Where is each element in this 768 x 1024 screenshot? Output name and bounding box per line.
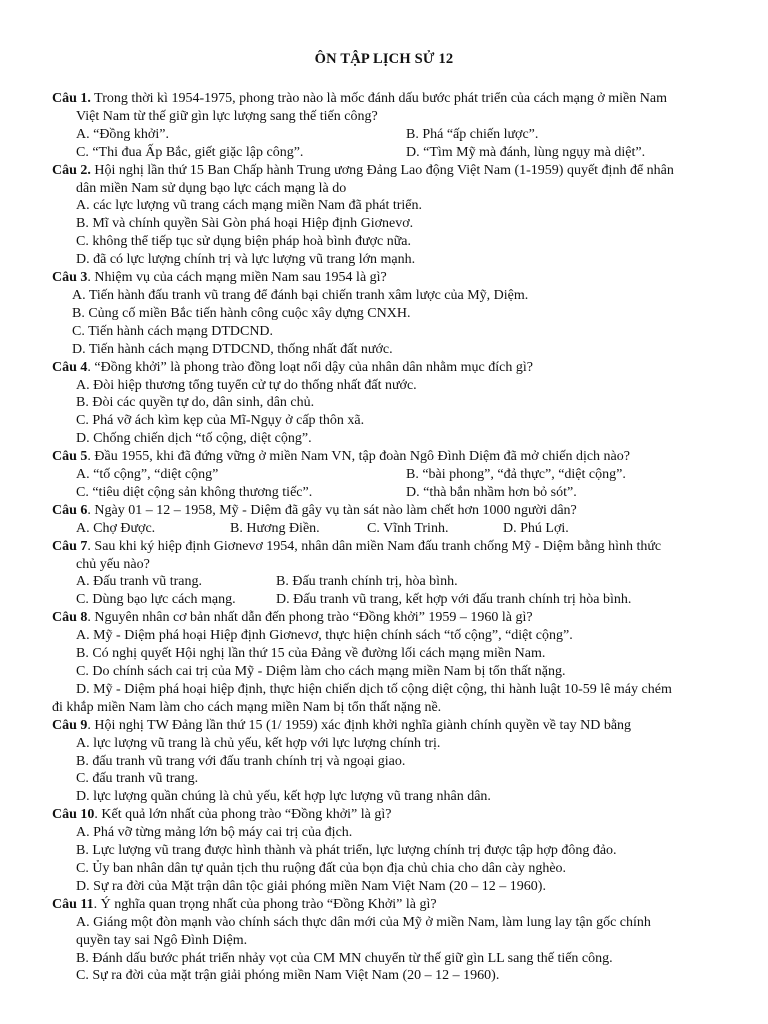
option-a: A. Đòi hiệp thương tổng tuyển cử tự do thống nhất đất nước. — [76, 377, 417, 393]
question-number: Câu 4 — [52, 359, 88, 375]
question-text — [52, 448, 752, 466]
option-c: C. Ủy ban nhân dân tự quản tịch thu ruộng đất của bọn địa chủ chia cho dân cày nghèo. — [76, 860, 567, 876]
option-a: A. Mỹ - Diệm phá hoại Hiệp định Giơnevơ, thực hiện chính sách “tố cộng”, “diệt cộng”. — [76, 628, 573, 644]
question-text — [52, 359, 752, 377]
option-d: D. “Tìm Mỹ mà đánh, lùng ngụy mà diệt”. — [406, 144, 646, 160]
question-stem: . Ngày 01 – 12 – 1958, Mỹ - Diệm đã gây vụ tàn sát nào làm chết hơn 1000 người dân? — [87, 502, 577, 518]
option-c: C. Vĩnh Trinh. — [367, 520, 449, 536]
option-a-continued: quyền tay sai Ngô Đình Diệm. — [76, 932, 248, 948]
question-text-continued: Việt Nam từ thế giữ gìn lực lượng sang thế tiến công? — [76, 108, 378, 124]
question-8 — [52, 609, 752, 716]
option-a: A. các lực lượng vũ trang cách mạng miền Nam đã phát triển. — [76, 198, 423, 214]
question-3 — [52, 269, 752, 359]
document-title: ÔN TẬP LỊCH SỬ 12 — [314, 51, 454, 67]
option-row — [52, 126, 752, 144]
option-b: B. Lực lượng vũ trang được hình thành và phát triển, lực lượng chính trị được tập hợp đông đảo. — [76, 843, 617, 859]
option-row — [52, 144, 752, 162]
option-c: C. Do chính sách cai trị của Mỹ - Diệm làm cho cách mạng miền Nam bị tổn thất nặng. — [76, 664, 566, 679]
question-stem: . “Đồng khởi” là phong trào đồng loạt nổi dậy của nhân dân nhằm mục đích gì? — [87, 359, 533, 375]
option-d: D. Đấu tranh vũ trang, kết hợp với đấu tranh chính trị hòa bình. — [276, 592, 632, 608]
option-row — [52, 484, 752, 502]
option-a: A. Giáng một đòn mạnh vào chính sách thực dân mới của Mỹ ở miền Nam, làm lung lay tận gốc chính — [76, 914, 651, 930]
question-stem: . Hội nghị TW Đảng lần thứ 15 (1/ 1959) xác định khởi nghĩa giành chính quyền về tay ND bằng — [87, 717, 632, 733]
question-stem: . Sau khi ký hiệp định Giơnevơ 1954, nhân dân miền Nam đấu tranh chống Mỹ - Diệm bằng hình thức — [87, 538, 662, 554]
option-d: D. Sự ra đời của Mặt trận dân tộc giải phóng miền Nam Việt Nam (20 – 12 – 1960). — [76, 878, 546, 894]
option-c: C. Phá vỡ ách kìm kẹp của Mĩ-Ngụy ở cấp thôn xã. — [76, 413, 365, 429]
question-text-continued: dân miền Nam sử dụng bạo lực cách mạng là do — [76, 180, 347, 196]
question-text — [52, 502, 752, 520]
option-d: D. Chống chiến dịch “tố cộng, diệt cộng”. — [76, 431, 312, 447]
question-number: Câu 11 — [52, 896, 94, 912]
option-a: A. lực lượng vũ trang là chủ yếu, kết hợp với lực lượng chính trị. — [76, 735, 441, 751]
option-d: D. Tiến hành cách mạng DTDCND, thống nhất đất nước. — [72, 341, 393, 357]
question-text — [52, 896, 752, 914]
option-d: D. đã có lực lượng chính trị và lực lượng vũ trang lớn mạnh. — [76, 252, 416, 268]
question-number: Câu 3 — [52, 270, 88, 286]
question-text — [52, 609, 752, 627]
question-number: Câu 10 — [52, 807, 95, 823]
option-c: C. Sự ra đời của mặt trận giải phóng miền Nam Việt Nam (20 – 12 – 1960). — [76, 968, 500, 984]
question-4 — [52, 359, 752, 449]
option-d: D. Phú Lợi. — [503, 520, 569, 536]
question-stem: . Đầu 1955, khi đã đứng vững ở miền Nam VN, tập đoàn Ngô Đình Diệm đã mở chiến dịch nào? — [87, 449, 630, 465]
option-c: C. “tiêu diệt cộng sản không thương tiếc”. — [76, 484, 313, 500]
option-b: B. Phá “ấp chiến lược”. — [406, 126, 539, 142]
question-stem: . Kết quả lớn nhất của phong trào “Đồng khởi” là gì? — [94, 807, 392, 823]
question-number: Câu 7 — [52, 538, 88, 554]
option-a: A. Phá vỡ từng mảng lớn bộ máy cai trị của địch. — [76, 825, 353, 841]
question-text — [52, 269, 752, 287]
question-9 — [52, 717, 752, 807]
question-number: Câu 2. — [52, 162, 91, 178]
question-stem: Hội nghị lần thứ 15 Ban Chấp hành Trung ương Đảng Lao động Việt Nam (1-1959) quyết định để nhân — [90, 162, 674, 178]
question-7 — [52, 538, 752, 610]
option-d-continued: đi khắp miền Nam làm cho cách mạng miền Nam bị tổn thất nặng nề. — [52, 699, 442, 715]
option-b: B. Đòi các quyền tự do, dân sinh, dân chủ. — [76, 395, 315, 411]
question-stem: . Nhiệm vụ của cách mạng miền Nam sau 1954 là gì? — [87, 270, 387, 286]
option-a: A. “Đồng khởi”. — [76, 126, 169, 142]
option-a: A. Tiến hành đấu tranh vũ trang để đánh bại chiến tranh xâm lược của Mỹ, Diệm. — [72, 287, 529, 303]
question-10 — [52, 806, 752, 896]
question-text — [52, 90, 752, 108]
option-d: D. “thà bắn nhầm hơn bỏ sót”. — [406, 484, 577, 500]
option-b: B. Có nghị quyết Hội nghị lần thứ 15 của Đảng về đường lối cách mạng miền Nam. — [76, 646, 546, 662]
option-b: B. Đánh dấu bước phát triển nhảy vọt của CM MN chuyển từ thế giữ gìn LL sang thế tiến công. — [76, 950, 613, 966]
question-11 — [52, 896, 752, 986]
question-number: Câu 9 — [52, 717, 88, 733]
option-b: B. Củng cố miền Bắc tiến hành công cuộc xây dựng CNXH. — [72, 305, 411, 321]
question-stem: Trong thời kì 1954-1975, phong trào nào là mốc đánh dấu bước phát triển của cách mạng ở miền Nam — [90, 91, 667, 106]
question-text — [52, 538, 752, 556]
question-5 — [52, 448, 752, 502]
option-b: B. Hương Điền. — [230, 520, 320, 536]
option-d: D. Mỹ - Diệm phá hoại hiệp định, thực hiện chiến dịch tố cộng diệt cộng, thi hành luật 10-59 lê máy chém — [76, 681, 672, 697]
question-list — [52, 90, 752, 985]
option-c: C. Tiến hành cách mạng DTDCND. — [72, 323, 274, 339]
question-1 — [52, 90, 752, 162]
question-2 — [52, 162, 752, 269]
option-d: D. lực lượng quần chúng là chủ yếu, kết hợp lực lượng vũ trang nhân dân. — [76, 789, 491, 805]
question-text — [52, 806, 752, 824]
question-stem: . Ý nghĩa quan trọng nhất của phong trào “Đồng Khởi” là gì? — [93, 896, 437, 912]
option-a: A. Đấu tranh vũ trang. — [76, 574, 202, 590]
question-text — [52, 162, 752, 180]
question-number: Câu 6 — [52, 502, 88, 518]
option-a: A. Chợ Được. — [76, 520, 156, 536]
question-number: Câu 1. — [52, 91, 91, 106]
option-c: C. không thể tiếp tục sử dụng biện pháp hoà bình được nữa. — [76, 234, 412, 250]
option-c: C. đấu tranh vũ trang. — [76, 771, 199, 787]
option-row — [52, 573, 752, 591]
option-c: C. “Thi đua Ấp Bắc, giết giặc lập công”. — [76, 144, 304, 160]
option-b: B. Mĩ và chính quyền Sài Gòn phá hoại Hiệp định Giơnevơ. — [76, 216, 414, 232]
question-text — [52, 717, 752, 735]
option-row — [52, 520, 752, 538]
question-6 — [52, 502, 752, 538]
option-row — [52, 591, 752, 609]
question-number: Câu 8 — [52, 610, 88, 626]
option-a: A. “tố cộng”, “diệt cộng” — [76, 467, 219, 483]
question-number: Câu 5 — [52, 449, 88, 465]
option-b: B. đấu tranh vũ trang với đấu tranh chính trị và ngoại giao. — [76, 753, 406, 769]
question-stem: . Nguyên nhân cơ bản nhất dẫn đến phong trào “Đồng khởi” 1959 – 1960 là gì? — [87, 610, 533, 626]
option-b: B. Đấu tranh chính trị, hòa bình. — [276, 574, 458, 590]
question-text-continued: chủ yếu nào? — [76, 556, 150, 572]
option-b: B. “bài phong”, “đả thực”, “diệt cộng”. — [406, 467, 626, 483]
option-c: C. Dùng bạo lực cách mạng. — [76, 592, 236, 608]
option-row — [52, 466, 752, 484]
